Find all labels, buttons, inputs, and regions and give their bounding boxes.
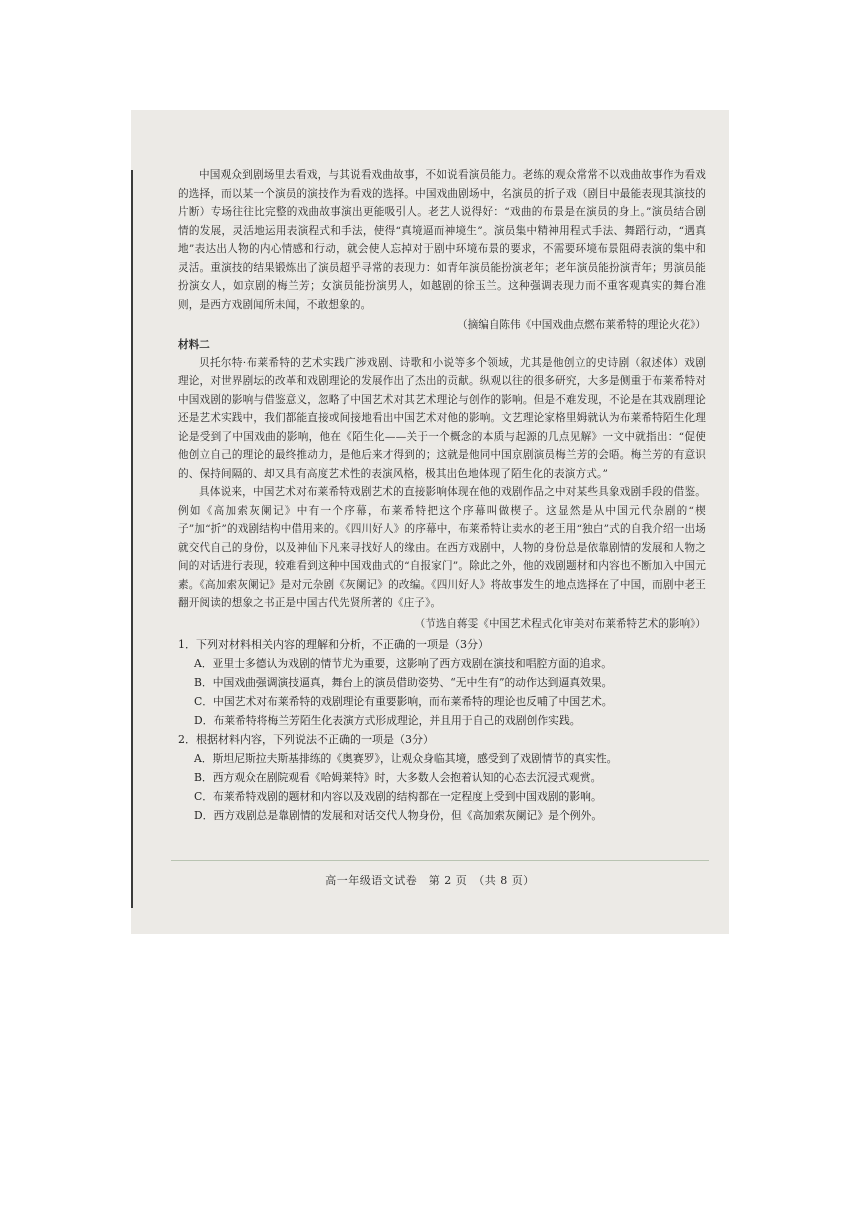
material-two-paragraph-2: 具体说来，中国艺术对布莱希特戏剧艺术的直接影响体现在他的戏剧作品之中对某些具象戏剧手段的借鉴。例如《高加索灰阑记》中有一个序幕，布莱希特把这个序幕叫做楔子。这显然是从中国元代杂剧的“楔子”加“折”的戏剧结构中借用来的。《四川好人》的序幕中，布莱希特让卖水的老王用“独白”式的自我介绍一出场就交代自己的身份，以及神仙下凡来寻找好人的缘由。在西方戏剧中，人物的身份总是依靠剧情的发展和人物之间的对话进行表现，较难看到这种中国戏曲式的“自报家门”。除此之外，他的戏剧题材和内容也不断加入中国元素。《高加索灰阑记》是对元杂剧《灰阑记》的改编。《四川好人》将故事发生的地点选择在了中国，而剧中老王翻开阅读的想象之书正是中国古代先贤所著的《庄子》。 [178,486,706,609]
question-2-option-b: B．西方观众在剧院观看《哈姆莱特》时，大多数人会抱着认知的心态去沉浸式观赏。 [194,771,602,784]
question-1-option-d: D．布莱希特将梅兰芳陌生化表演方式形成理论，并且用于自己的戏剧创作实践。 [194,714,581,727]
material-two-heading: 材料二 [178,338,210,351]
page-content [178,166,706,825]
material-one-body: 中国观众到剧场里去看戏，与其说看戏曲故事，不如说看演员能力。老练的观众常常不以戏曲故事作为看戏的选择，而以某一个演员的演技作为看戏的选择。中国戏曲剧场中，名演员的折子戏（剧目中最能表现其演技的片断）专场往往比完整的戏曲故事演出更能吸引人。老艺人说得好：“戏曲的布景是在演员的身上。”演员结合剧情的发展，灵活地运用表演程式和手法，使得“真境逼而神境生”。演员集中精神用程式手法、舞蹈行动，“遇真地”表达出人物的内心情感和行动，就会使人忘掉对于剧中环境布景的要求，不需要环境布景阻碍表演的集中和灵活。重演技的结果锻炼出了演员超乎寻常的表现力：如青年演员能扮演老年；老年演员能扮演青年；男演员能扮演女人，如京剧的梅兰芳；女演员能扮演男人，如越剧的徐玉兰。这种强调表现力而不重客观真实的舞台准则，是西方戏剧闻所未闻，不敢想象的。 [178,169,706,311]
question-1-option-c: C．中国艺术对布莱希特的戏剧理论有重要影响，而布莱希特的理论也反哺了中国艺术。 [194,695,613,708]
material-two-source: （节选自蒋雯《中国艺术程式化审美对布莱希特艺术的影响》） [414,617,706,630]
question-2-option-a: A．斯坦尼斯拉夫斯基排练的《奥赛罗》，让观众身临其境，感受到了戏剧情节的真实性。 [194,752,618,765]
question-stem: 1．下列对材料相关内容的理解和分析，不正确的一项是（3分） [178,638,489,651]
question-2-option-d: D．西方戏剧总是靠剧情的发展和对话交代人物身份，但《高加索灰阑记》是个例外。 [194,809,603,822]
scanned-exam-page [131,110,729,934]
question-1 [178,635,706,730]
material-one-source: （摘编自陈伟《中国戏曲点燃布莱希特的理论火花》） [457,319,706,331]
question-list [178,635,706,825]
footer-divider [171,860,709,861]
question-2 [178,730,706,825]
question-2-option-c: C．布莱希特戏剧的题材和内容以及戏剧的结构都在一定程度上受到中国戏剧的影响。 [194,790,602,803]
question-stem: 2．根据材料内容，下列说法不正确的一项是（3分） [178,733,434,746]
page-footer: 高一年级语文试卷 第 2 页 （共 8 页） [325,874,535,887]
question-1-option-a: A．亚里士多德认为戏剧的情节尤为重要，这影响了西方戏剧在演技和唱腔方面的追求。 [194,657,613,670]
question-1-option-b: B．中国戏曲强调演技逼真，舞台上的演员借助姿势、“无中生有”的动作达到逼真效果。 [194,676,613,689]
material-two-paragraph-1: 贝托尔特·布莱希特的艺术实践广涉戏剧、诗歌和小说等多个领域，尤其是他创立的史诗剧（叙述体）戏剧理论，对世界剧坛的改革和戏剧理论的发展作出了杰出的贡献。纵观以往的很多研究，大多是侧重于布莱希特对中国戏剧的影响与借鉴意义，忽略了中国艺术对其艺术理论与创作的影响。但是不难发现，不论是在其戏剧理论还是艺术实践中，我们都能直接或间接地看出中国艺术对他的影响。文艺理论家格里姆就认为布莱希特陌生化理论是受到了中国戏曲的影响，他在《陌生化——关于一个概念的本质与起源的几点见解》一文中就指出：“促使他创立自己的理论的最终推动力，是他后来才得到的；这就是他同中国京剧演员梅兰芳的会晤。梅兰芳的有意识的、保持间隔的、却又具有高度艺术性的表演风格，极其出色地体现了陌生化的表演方式。” [178,356,706,480]
